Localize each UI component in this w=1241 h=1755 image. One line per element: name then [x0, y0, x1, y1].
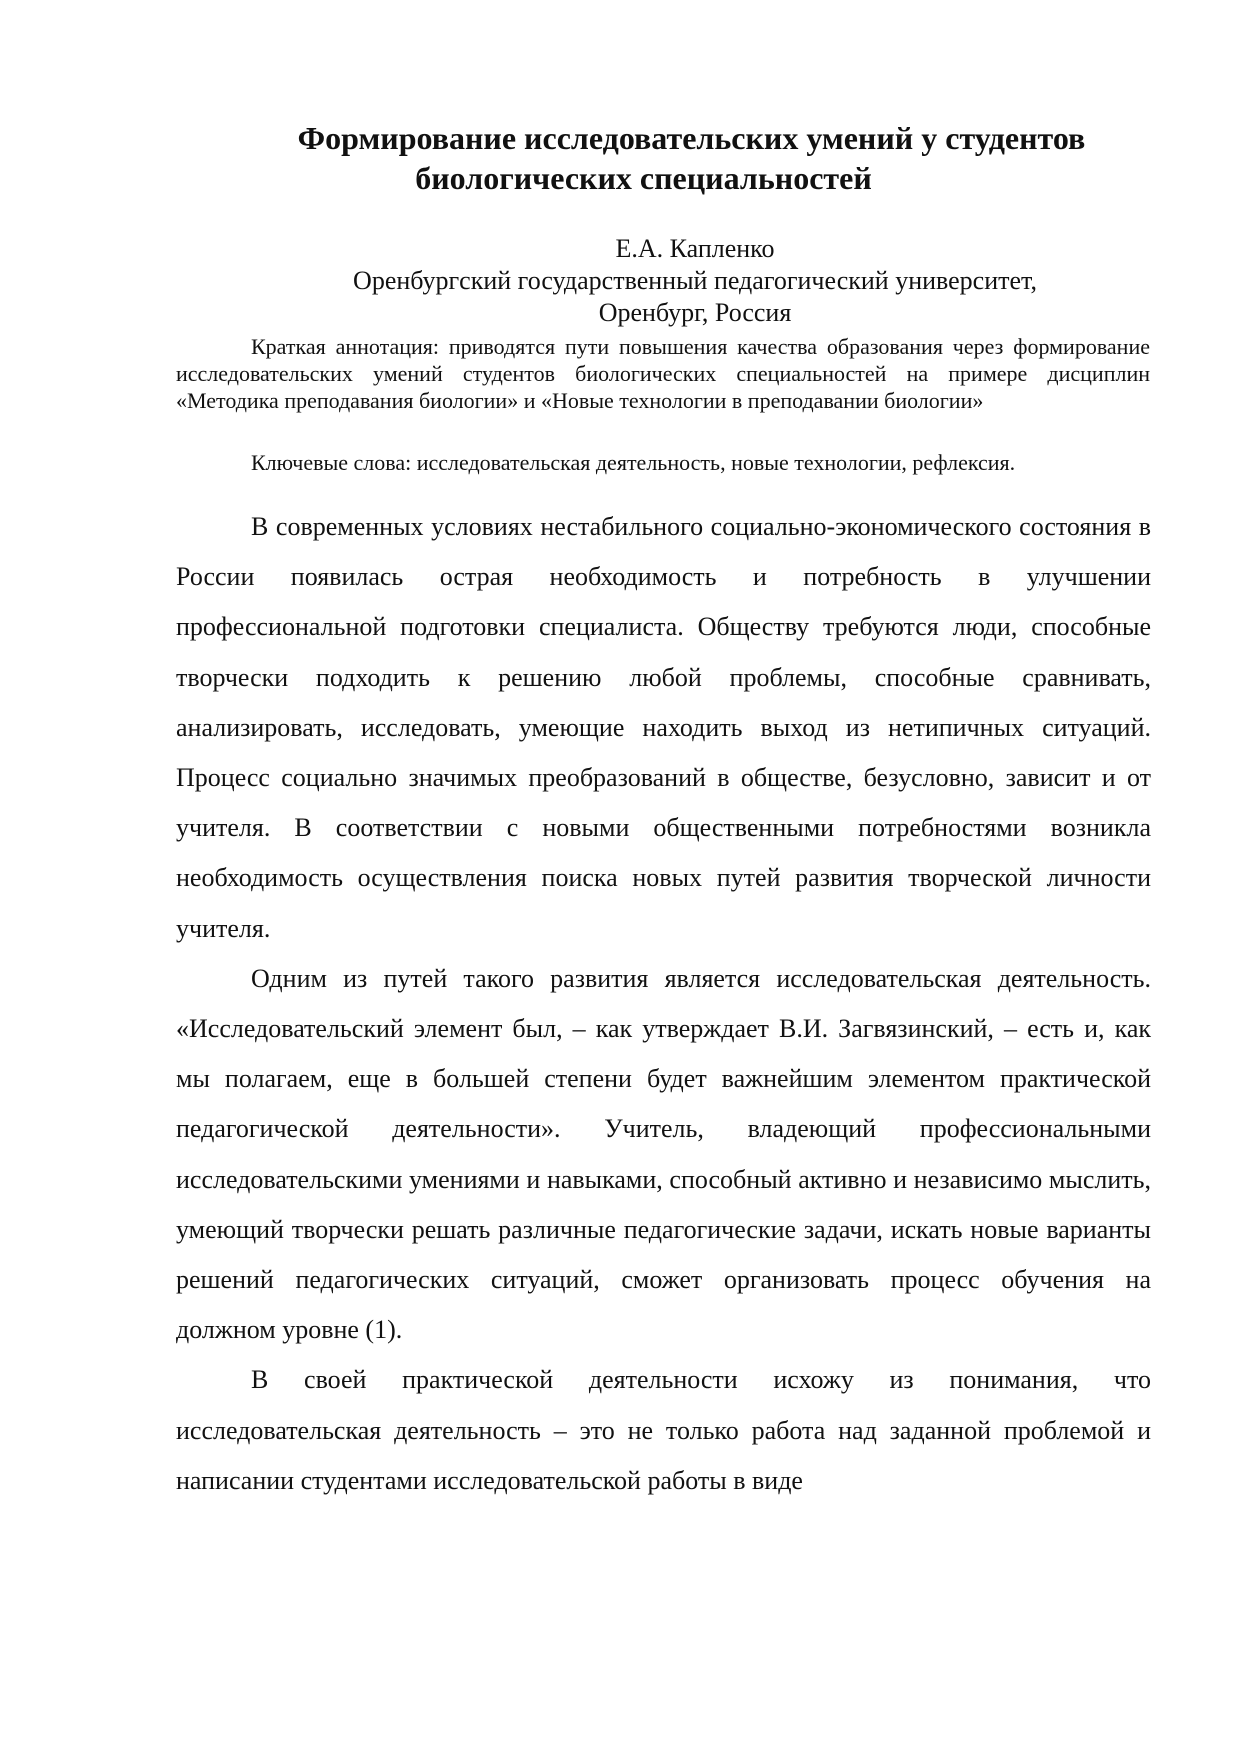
author-block — [180, 233, 1155, 329]
keywords: Ключевые слова: исследовательская деятельность, новые технологии, рефлексия. — [251, 450, 1016, 475]
title-line-1: Формирование исследовательских умений у студентов — [297, 120, 1086, 156]
author-location: Оренбург, Россия — [598, 298, 792, 327]
body-paragraph-3: В своей практической деятельности исхожу из понимания, что исследовательская деятельность – это не только работа над заданной проблемой и написании студентами исследовательской работы в виде — [176, 1365, 1151, 1495]
paper-title — [180, 118, 1155, 198]
abstract: Краткая аннотация: приводятся пути повышения качества образования через формирование исследовательских умений студентов биологических специальностей на примере дисциплин «Методика преподавания биологии» и «Новые технологии в преподавании биологии» — [176, 334, 1150, 413]
body-text — [176, 502, 1151, 1506]
body-paragraph-2: Одним из путей такого развития является исследовательская деятельность. «Исследовательский элемент был, – как утверждает В.И. Загвязинский, – есть и, как мы полагаем, еще в большей степени будет важнейшим элементом практической педагогической деятельности». Учитель, владеющий профессиональными исследовательскими умениями и навыками, способный активно и независимо мыслить, умеющий творчески решать различные педагогические задачи, искать новые варианты решений педагогических ситуаций, сможет организовать процесс обучения на должном уровне (1). — [176, 963, 1151, 1345]
author-affiliation: Оренбургский государственный педагогический университет, — [353, 266, 1037, 295]
title-line-2: биологических специальностей — [415, 160, 872, 196]
body-paragraph-1: В современных условиях нестабильного социально-экономического состояния в России появилась острая необходимость и потребность в улучшении профессиональной подготовки специалиста. Обществу требуются люди, способные творчески подходить к решению любой проблемы, способные сравнивать, анализировать, исследовать, умеющие находить выход из нетипичных ситуаций. Процесс социально значимых преобразований в обществе, безусловно, зависит и от учителя. В соответствии с новыми общественными потребностями возникла необходимость осуществления поиска новых путей развития творческой личности учителя. — [176, 512, 1151, 943]
author-name: Е.А. Капленко — [615, 234, 775, 263]
